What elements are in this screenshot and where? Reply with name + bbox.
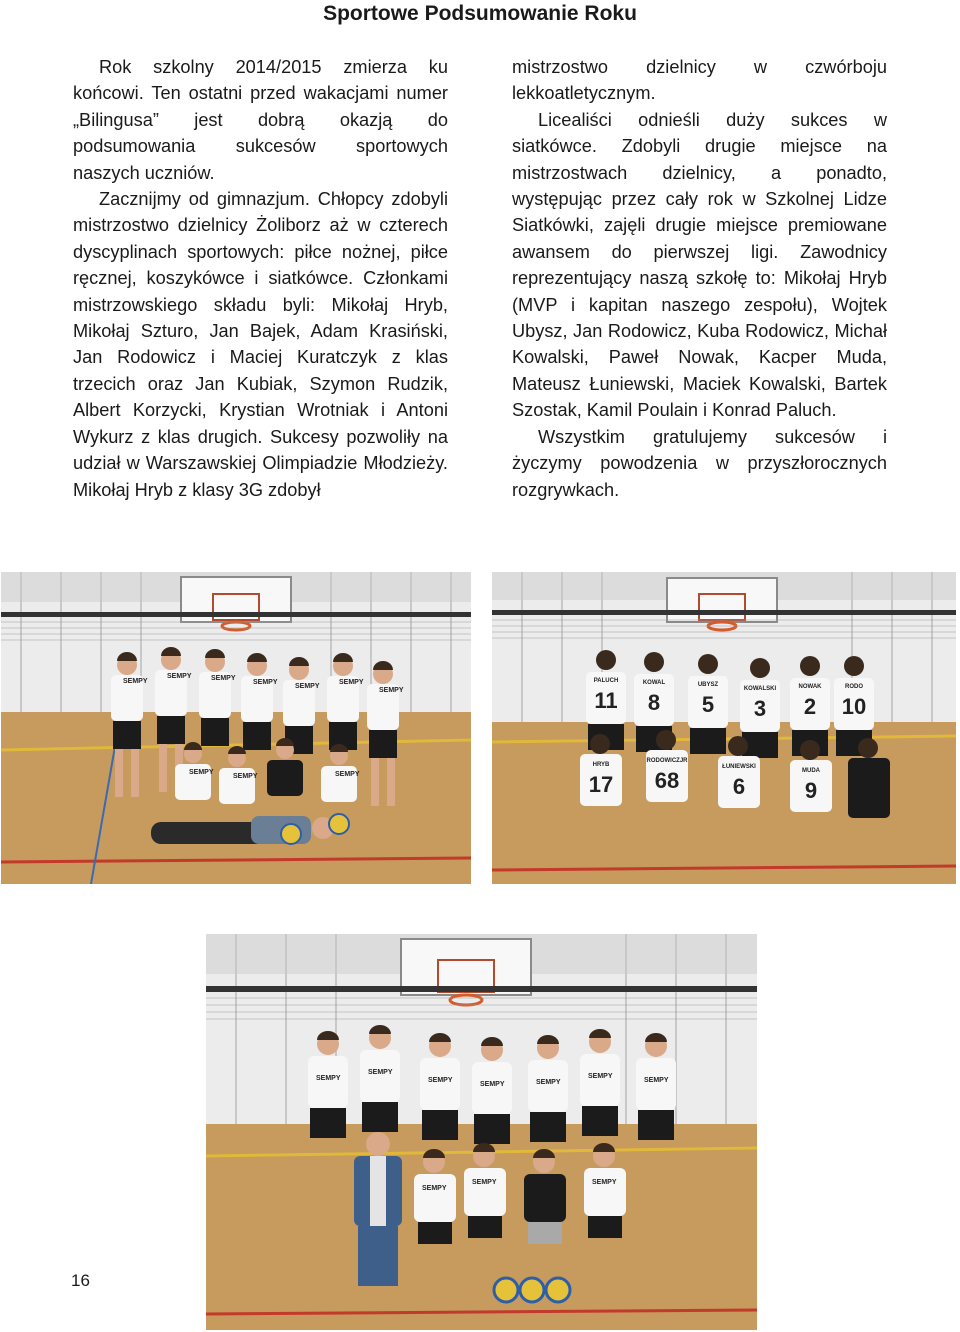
- jersey-number: 3: [753, 696, 767, 721]
- shirt-label: SEMPY: [422, 1185, 447, 1192]
- paragraph-continuation: mistrzostwo dzielnicy w czwórboju lekkoatletycznym.: [512, 57, 887, 104]
- jersey-name: RODOWICZJR: [646, 758, 688, 764]
- shirt-label: SEMPY: [316, 1075, 341, 1082]
- team-photo-liceum-back: [492, 572, 956, 884]
- shirt-label: SEMPY: [189, 769, 214, 776]
- jersey-name: HRYB: [592, 762, 610, 768]
- paragraph-gimnazjum: Zacznijmy od gimnazjum. Chłopcy zdobyli mistrzostwo dzielnicy Żoliborz aż w czterech dyscyplinach sportowych: piłce nożnej, piłce ręcznej, koszykówce i siatkówce. Członkami mistrzowskiego składu byli: Mikołaj Hryb, Mikołaj Szturo, Jan Bajek, Adam Krasiński, Jan Rodowicz i Maciej Kuratczyk z klas trzecich oraz Jan Kubiak, Szymon Rudzik, Albert Korzycki, Krystian Wrotniak i Antoni Wykurz z klas drugich. Sukcesy pozwoliły na udział w Warszawskiej Olimpiadzie Młodzieży. Mikołaj Hryb z klasy 3G zdobył: [73, 189, 448, 500]
- shirt-label: SEMPY: [253, 679, 278, 686]
- volleyballs: [494, 1278, 570, 1302]
- shirt-label: SEMPY: [472, 1179, 497, 1186]
- shirt-label: SEMPY: [428, 1077, 453, 1084]
- jersey-name: PALUCH: [593, 678, 619, 684]
- jersey-name: RODO: [845, 684, 863, 690]
- shirt-label: SEMPY: [368, 1069, 393, 1076]
- page-number: 16: [71, 1271, 90, 1290]
- jersey-number: 6: [732, 774, 746, 799]
- jersey-number: 17: [588, 772, 614, 797]
- team-photo-liceum-illustration: [492, 572, 956, 884]
- page-title: Sportowe Podsumowanie Roku: [323, 2, 637, 25]
- shirt-label: SEMPY: [588, 1073, 613, 1080]
- paragraph-liceum: Licealiści odnieśli duży sukces w siatkówce. Zdobyli drugie miejsce na mistrzostwach dzielnicy, a ponadto, występując przez cały rok w Szkolnej Lidze Siatkówki, zajęli drugie miejsce premiowane awansem do pierwszej ligi. Zawodnicy reprezentujący naszą szkołę to: Mikołaj Hryb (MVP i kapitan naszego zespołu), Wojtek Ubysz, Jan Rodowicz, Kuba Rodowicz, Michał Kowalski, Paweł Nowak, Kacper Muda, Mateusz Łuniewski, Maciek Kowalski, Bartek Szostak, Kamil Poulain i Konrad Paluch.: [512, 109, 887, 421]
- article-column-right: [512, 54, 887, 503]
- jersey-name: MUDA: [802, 768, 820, 774]
- shirt-label: SEMPY: [644, 1077, 669, 1084]
- article-column-left: [73, 54, 448, 503]
- jersey-number: 5: [701, 692, 715, 717]
- jersey-name: UBYSZ: [697, 682, 719, 688]
- shirt-label: SEMPY: [233, 773, 258, 780]
- shirt-label: SEMPY: [123, 678, 148, 685]
- jersey-number: 11: [594, 688, 618, 713]
- team-photo-gimnazjum-illustration: [1, 572, 471, 884]
- shirt-label: SEMPY: [167, 673, 192, 680]
- shirt-label: SEMPY: [295, 683, 320, 690]
- jersey-name: KOWAL: [642, 680, 666, 686]
- paragraph-intro: Rok szkolny 2014/2015 zmierza ku końcowi. Ten ostatni przed wakacjami numer „Bilingusa” jest dobrą okazją do podsumowania sukcesów sportowych naszych uczniów.: [73, 57, 448, 183]
- shirt-label: SEMPY: [379, 687, 404, 694]
- jersey-name: KOWALSKI: [743, 686, 777, 692]
- shirt-label: SEMPY: [211, 675, 236, 682]
- paragraph-congratulations: Wszystkim gratulujemy sukcesów i życzymy powodzenia w przyszłorocznych rozgrywkach.: [512, 426, 887, 500]
- shirt-label: SEMPY: [480, 1081, 505, 1088]
- shirt-label: SEMPY: [339, 679, 364, 686]
- shirt-label: SEMPY: [335, 771, 360, 778]
- jersey-name: NOWAK: [798, 684, 822, 690]
- jersey-number: 68: [654, 768, 680, 793]
- jersey-number: 2: [803, 694, 817, 719]
- jersey-number: 8: [647, 690, 661, 715]
- shirt-label: SEMPY: [536, 1079, 561, 1086]
- team-photo-gimnazjum: [1, 572, 471, 884]
- jersey-name: ŁUNIEWSKI: [722, 764, 756, 770]
- team-photo-liceum-front-illustration: [206, 934, 757, 1330]
- team-photo-liceum-front: [206, 934, 757, 1330]
- jersey-number: 10: [841, 694, 867, 719]
- shirt-label: SEMPY: [592, 1179, 617, 1186]
- jersey-number: 9: [804, 778, 818, 803]
